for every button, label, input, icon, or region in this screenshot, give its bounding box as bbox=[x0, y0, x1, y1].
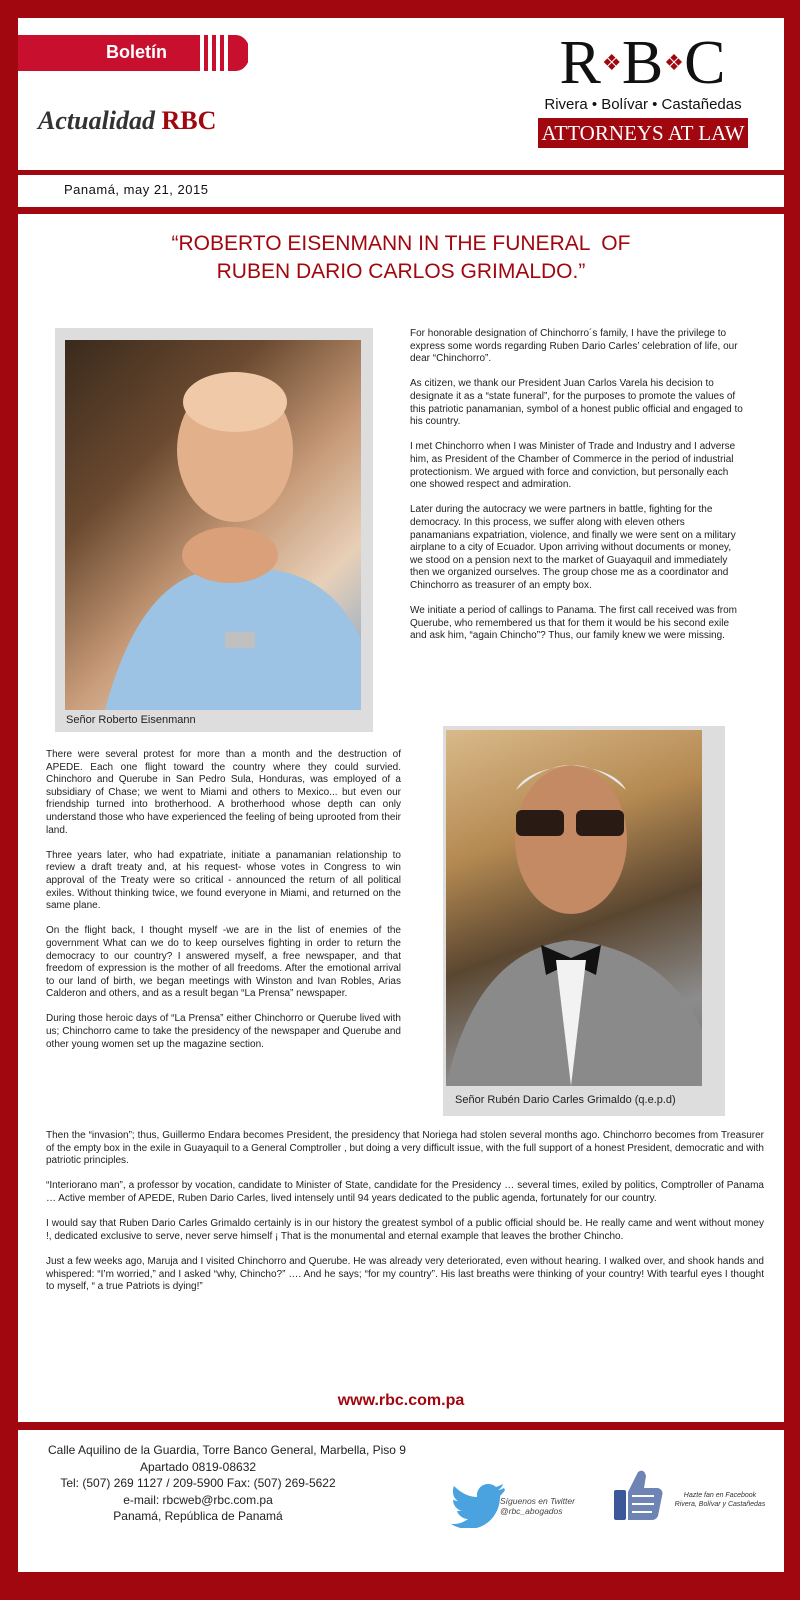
photo-roberto-eisenmann bbox=[65, 340, 361, 710]
paragraph: During those heroic days of “La Prensa” either Chinchorro or Querube lived with us; Chinchorro came to take the presidency of the newspaper and Querube and other young women set up the magazine section. bbox=[46, 1013, 401, 1050]
photo-ruben-dario-carles bbox=[446, 730, 702, 1086]
boletin-label: Boletín bbox=[106, 42, 167, 62]
facebook-line-1: Hazte fan en Facebook bbox=[683, 1492, 757, 1499]
contact-address bbox=[48, 1442, 406, 1525]
date-band bbox=[18, 175, 784, 207]
paragraph: I met Chinchorro when I was Minister of Trade and Industry and I adverse him, as President of the Chamber of Commerce in the period of industrial protectionism. We argued with force and conviction, but personally each one showed respect and admiration. bbox=[410, 441, 736, 491]
logo-letters bbox=[528, 30, 758, 102]
photo-caption-carles: Señor Rubén Dario Carles Grimaldo (q.e.p.d) bbox=[455, 1094, 676, 1106]
paragraph: I would say that Ruben Dario Carles Grimaldo certainly is in our history the greatest symbol of a public official should be. He really came and went without money !, dedicated exclusive to serve, never serve himself ¡ That is the monumental and eternal example that leaves the brother Chincho. bbox=[46, 1218, 764, 1242]
logo-letter-b: B bbox=[621, 29, 665, 97]
address-country: Panamá, República de Panamá bbox=[113, 1509, 283, 1523]
photo-caption-eisenmann: Señor Roberto Eisenmann bbox=[66, 714, 196, 726]
facebook-line-2: Rivera, Bolívar y Castañedas bbox=[674, 1500, 766, 1508]
headline-line-1: “ROBERTO EISENMANN IN THE FUNERAL OF bbox=[171, 232, 631, 255]
logo-letter-c: C bbox=[684, 29, 727, 97]
paragraph: On the flight back, I thought myself -we are in the list of enemies of the government What can we do to keep ourselves fighting in order to return the democracy to our country? I answered myself, a free newspaper, and that freedom of expression is the mother of all freedoms. After the emotional arrival to our land of birth, we began meetings with Winston and Ivan Robles, Arias Calderon and others, and as a result began “La Prensa” newspaper. bbox=[46, 925, 401, 1000]
headline-line-2: RUBEN DARIO CARLOS GRIMALDO.” bbox=[216, 260, 586, 283]
logo-letter-r: R bbox=[559, 29, 602, 97]
address-email[interactable]: e-mail: rbcweb@rbc.com.pa bbox=[123, 1492, 273, 1507]
paragraph: We initiate a period of callings to Panama. The first call received was from Querube, who remembered us that for them it would be his second exile and ask him, “again Chincho”? Thus, our family knew we were missing. bbox=[410, 605, 738, 642]
facebook-text bbox=[668, 1492, 772, 1509]
facebook-fan-link[interactable] bbox=[612, 1466, 782, 1532]
footer-panel bbox=[18, 1430, 784, 1572]
logo-tagline: ATTORNEYS AT LAW bbox=[538, 118, 748, 148]
paragraph: “Interiorano man”, a professor by vocation, candidate to Minister of State, candidate for the Presidency … several times, exiled by politics, Comptroller of Panama … Active member of APEDE, Ruben Dario Carles, lived intensely until 94 years dedicated to the public agenda, fortunately for our country. bbox=[46, 1180, 764, 1204]
newsletter-title-brand: RBC bbox=[161, 106, 217, 135]
newsletter-title-text: Actualidad bbox=[38, 106, 156, 135]
boletin-stripes-icon bbox=[196, 35, 248, 71]
paragraph: Three years later, who had expatriate, initiate a panamanian relationship to review a draft treaty and, at his request- whose votes in Congress to win approval of the Treaty were so critical - announced the return of all political exiles. Without thinking twice, we found everyone in Miami, and returned on the same plane. bbox=[46, 849, 401, 912]
portrait-icon bbox=[65, 340, 361, 710]
logo-firm-names: Rivera • Bolívar • Castañedas bbox=[544, 96, 742, 113]
diamond-icon: ❖ bbox=[601, 49, 623, 75]
portrait-icon bbox=[446, 730, 702, 1086]
twitter-bird-icon bbox=[450, 1482, 506, 1528]
twitter-line-1: Síguenos en Twitter bbox=[500, 1496, 575, 1506]
header-panel bbox=[18, 18, 784, 170]
paragraph: As citizen, we thank our President Juan Carlos Varela his decision to designate it as a “state funeral”, for the purposes to promote the values of this patriotic panamanian, symbol of a honest public official and engaged to his country. bbox=[410, 378, 743, 428]
paragraph: Later during the autocracy we were partners in battle, fighting for the democracy. In this process, we suffer along with eleven others panamanians expatriation, violence, and finally we were sent on a military airplane to a city of Ecuador. Upon arriving without documents or money, we stood on a pension next to the market of Guayaquil and immediately then we organized ourselves. The group chose me as a coordinator and Chinchorro as treasurer of an empty box. bbox=[410, 504, 736, 591]
website-link[interactable]: www.rbc.com.pa bbox=[337, 1392, 465, 1409]
address-po-box: Apartado 0819-08632 bbox=[139, 1459, 257, 1474]
paragraph: There were several protest for more than a month and the destruction of APEDE. Each one flight toward the country where they could survied. Chinchoro and Querube in San Pedro Sula, Honduras, was employed of a subsidiary of Chase; we went to Miami and others to Mexico... but even our friendship turned into brotherhood. A brotherhood whose depth can only understand those who have experienced the feeling of being uprooted from their land. bbox=[46, 749, 401, 836]
date-line: Panamá, may 21, 2015 bbox=[64, 182, 209, 197]
paragraph: Just a few weeks ago, Maruja and I visited Chinchorro and Querube. He was already very deteriorated, even without hearing. I walked over, and shook hands and whispered: “I’m worried,” and I asked “why, Chincho?” …. And he says; “for my country”. His last breaths were thinking of your country! With tearful eyes I thought to myself, “ a true Patriots is dying!” bbox=[46, 1255, 764, 1293]
twitter-follow-link[interactable] bbox=[450, 1476, 600, 1536]
diamond-icon: ❖ bbox=[664, 49, 685, 75]
paragraph: Then the “invasion”; thus, Guillermo Endara becomes President, the presidency that Noriega had stolen several months ago. Chinchorro becomes from Treasurer of the empty box in the exile in Guayaquil to a General Comptroller , but doing a very difficult issue, with the full support of a honest President, democratic and with patriotic principles. bbox=[46, 1130, 764, 1167]
article-left-column bbox=[46, 749, 401, 1064]
rbc-logo bbox=[528, 30, 758, 150]
article-panel bbox=[18, 214, 784, 1422]
twitter-text bbox=[500, 1496, 575, 1516]
twitter-handle: @rbc_abogados bbox=[500, 1506, 563, 1516]
article-headline bbox=[18, 230, 784, 286]
article-full-width-section bbox=[46, 1130, 764, 1306]
newsletter-title bbox=[38, 106, 216, 136]
article-right-column bbox=[410, 328, 745, 655]
address-street: Calle Aquilino de la Guardia, Torre Banco General, Marbella, Piso 9 bbox=[48, 1443, 406, 1457]
paragraph: For honorable designation of Chinchorro´s family, I have the privilege to express some words regarding Ruben Dario Carles’ celebration of life, our dear “Chinchorro”. bbox=[410, 328, 738, 365]
facebook-like-icon bbox=[612, 1466, 664, 1524]
address-phone: Tel: (507) 269 1127 / 209-5900 Fax: (507) 269-5622 bbox=[60, 1476, 336, 1490]
